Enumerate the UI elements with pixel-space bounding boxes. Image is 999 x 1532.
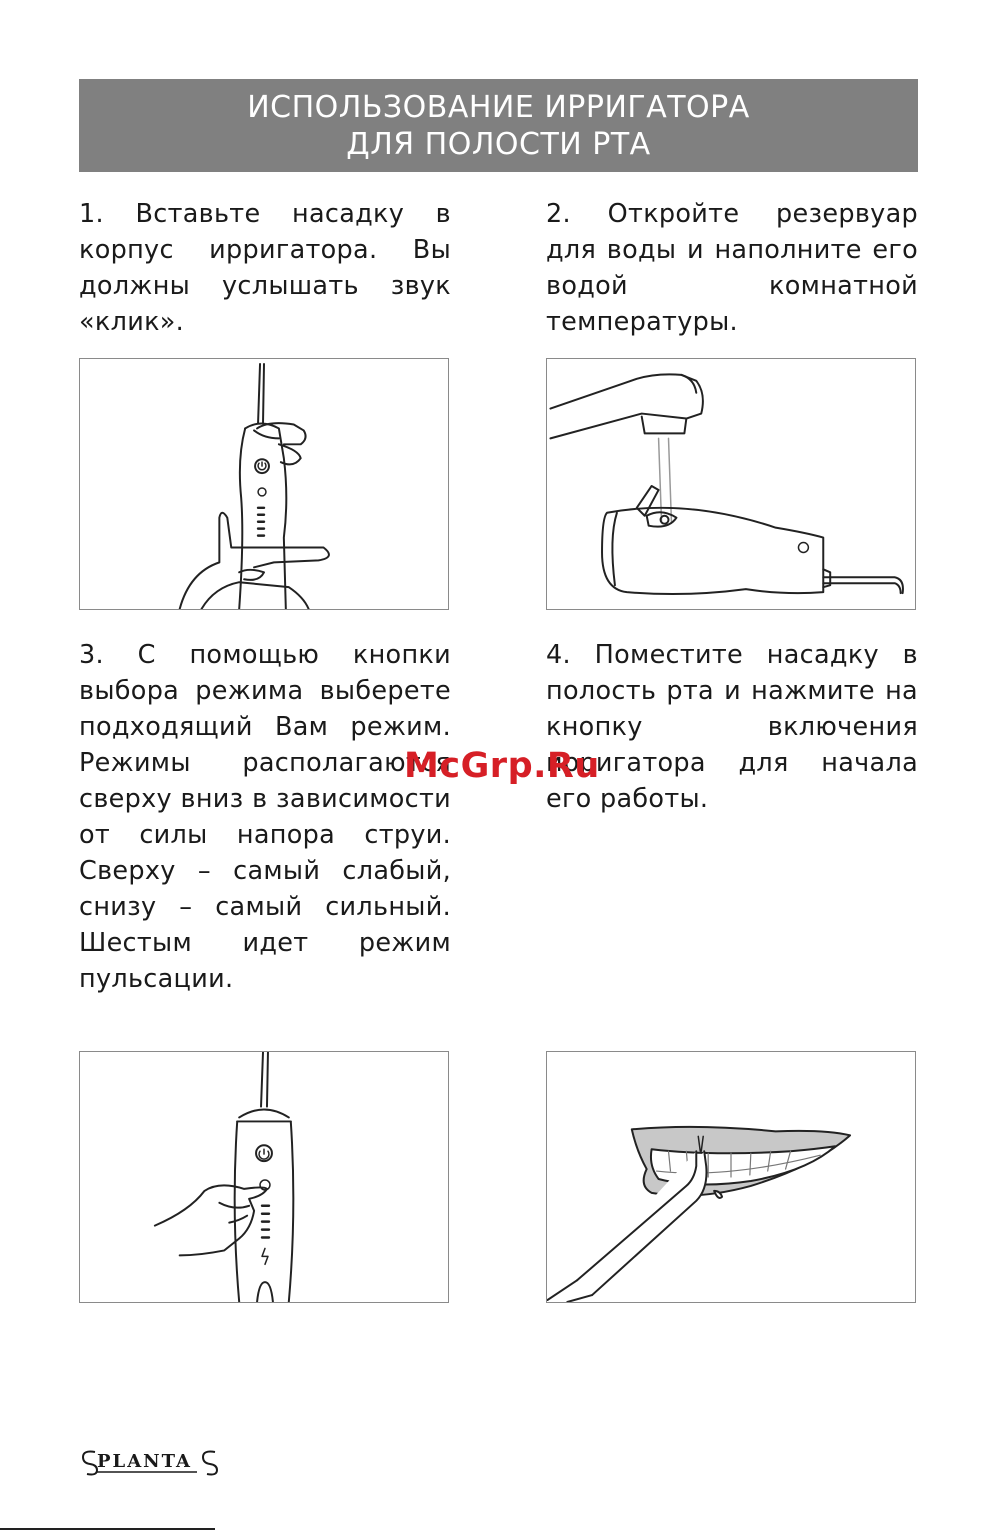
section-title: [79, 79, 918, 172]
step-2-text: 2. Откройте резервуар для воды и наполните его водой комнатной температуры.: [546, 199, 918, 337]
watermark: McGrp.Ru: [404, 746, 600, 786]
footer-rule: [0, 1528, 215, 1530]
illustration-fill-water: [546, 358, 916, 610]
illustration-mouth: [546, 1051, 916, 1303]
brand-logo-text: PLANTA: [97, 1451, 192, 1472]
step-1-text: 1. Вставьте насадку в корпус ирригатора. Вы должны услышать звук «клик».: [79, 199, 451, 337]
section-title-line2: ДЛЯ ПОЛОСТИ РТА: [346, 126, 651, 162]
illustration-insert-nozzle: [79, 358, 449, 610]
illustration-select-mode: [79, 1051, 449, 1303]
step-3-text: 3. С помощью кнопки выбора режима выберете подходящий Вам режим. Режимы располагаются сверху вниз в зависимости от силы напора струи. Сверху – самый слабый, снизу – самый сильный. Шестым идет режим пульсации.: [79, 640, 451, 994]
section-title-line1: ИСПОЛЬЗОВАНИЕ ИРРИГАТОРА: [247, 89, 750, 125]
step-4-text: 4. Поместите насадку в полость рта и нажмите на кнопку включения ирригатора для начала его работы.: [546, 640, 918, 814]
brand-logo: [79, 1444, 219, 1480]
